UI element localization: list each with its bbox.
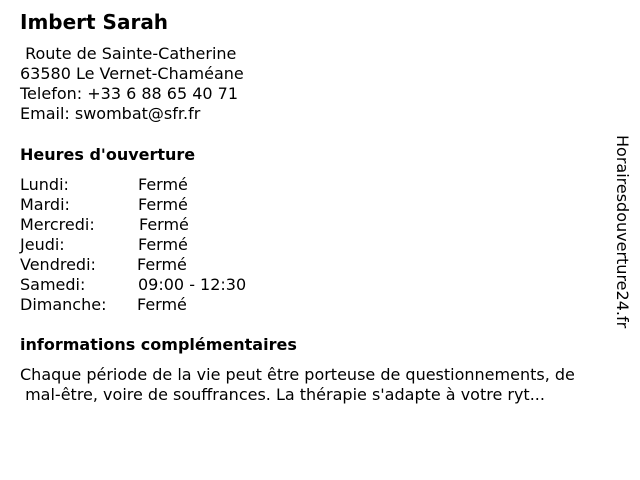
day-label: Vendredi: — [20, 255, 96, 274]
day-value: Fermé — [137, 255, 187, 274]
info-text-line-1: Chaque période de la vie peut être porteuse de questionnements, de — [20, 365, 575, 384]
hours-title: Heures d'ouverture — [20, 145, 196, 164]
day-value: Fermé — [138, 195, 188, 214]
day-value: Fermé — [138, 235, 188, 254]
email-line: Email: swombat@sfr.fr — [20, 104, 201, 123]
day-value: Fermé — [138, 175, 188, 194]
day-value: Fermé — [139, 215, 189, 234]
address-street: Route de Sainte-Catherine — [20, 44, 237, 63]
watermark-text: Horairesdouverture24.fr — [613, 135, 632, 329]
day-label: Jeudi: — [20, 235, 65, 254]
day-label: Mardi: — [20, 195, 70, 214]
day-value: Fermé — [137, 295, 187, 314]
day-label: Mercredi: — [20, 215, 95, 234]
day-value: 09:00 - 12:30 — [138, 275, 247, 294]
phone-line: Telefon: +33 6 88 65 40 71 — [20, 84, 239, 103]
day-label: Samedi: — [20, 275, 86, 294]
business-name: Imbert Sarah — [20, 10, 169, 34]
info-text-line-2: mal-être, voire de souffrances. La thérapie s'adapte à votre ryt... — [20, 385, 545, 404]
info-title: informations complémentaires — [20, 335, 297, 354]
day-label: Dimanche: — [20, 295, 107, 314]
day-label: Lundi: — [20, 175, 69, 194]
address-city: 63580 Le Vernet-Chaméane — [20, 64, 244, 83]
